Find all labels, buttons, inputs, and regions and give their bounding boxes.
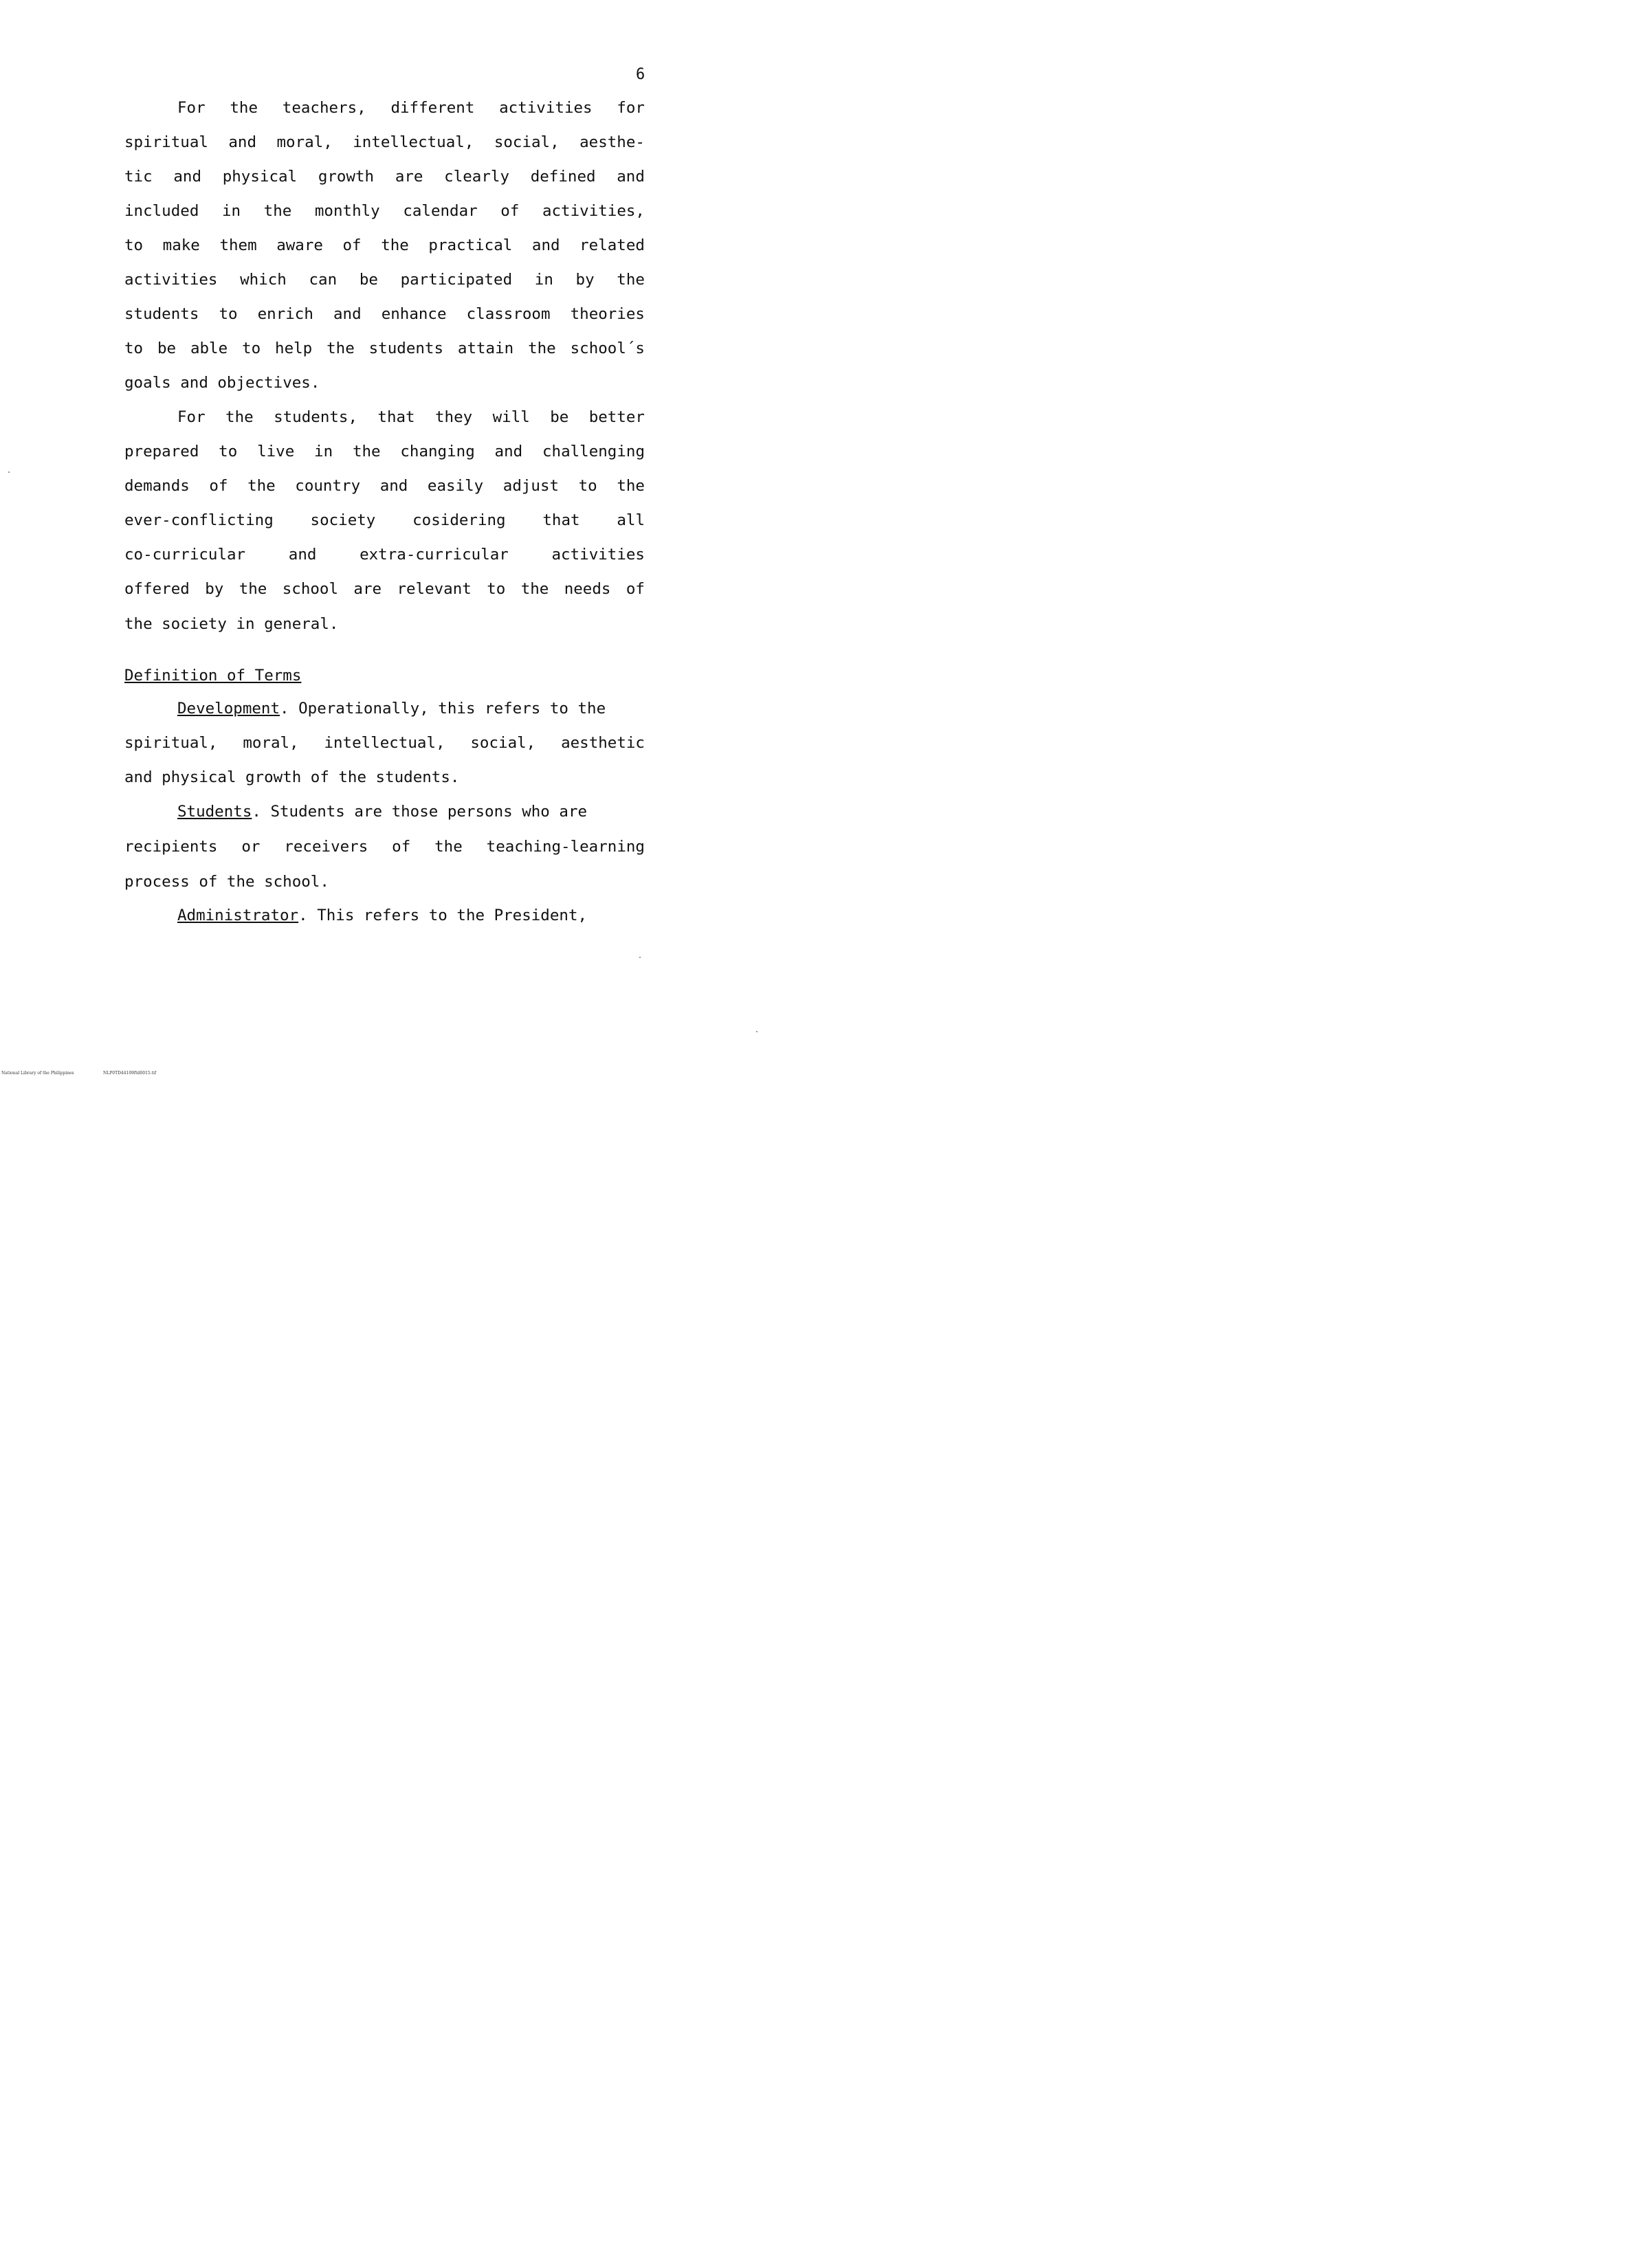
word: calendar: [403, 202, 478, 220]
text-line: [124, 836, 645, 857]
word: which: [240, 271, 287, 289]
word: society: [310, 511, 376, 529]
word: of: [209, 477, 228, 495]
text-line: [124, 441, 645, 462]
word: and: [333, 305, 362, 323]
word: growth: [318, 168, 375, 186]
word: able: [190, 340, 228, 357]
word: or: [241, 838, 261, 856]
word: society: [162, 615, 227, 633]
word: school: [282, 580, 339, 598]
word: teaching-learning: [486, 838, 645, 856]
word: different: [390, 99, 475, 117]
word: students: [124, 305, 199, 323]
word: make: [162, 236, 200, 254]
word: and: [124, 768, 153, 786]
word: are: [395, 168, 423, 186]
text-line: [124, 767, 645, 788]
word: school´s: [570, 340, 645, 357]
word: teachers,: [282, 99, 366, 117]
word: of: [500, 202, 520, 220]
word: the: [338, 768, 367, 786]
word: better: [588, 408, 645, 426]
word: classroom: [466, 305, 551, 323]
word: can: [309, 271, 338, 289]
word: aesthe-: [579, 133, 645, 151]
word: the: [230, 99, 258, 117]
text-line: [124, 733, 645, 753]
word: and: [180, 374, 208, 392]
word: and: [617, 168, 645, 186]
word: live: [257, 443, 295, 460]
word: easily: [427, 477, 484, 495]
word: students.: [375, 768, 460, 786]
word: all: [617, 511, 645, 529]
word: enrich: [257, 305, 313, 323]
word: activities: [499, 99, 593, 117]
text-line: [124, 614, 645, 634]
definition-term: Students: [177, 803, 252, 821]
word: aware: [276, 236, 323, 254]
word: prepared: [124, 443, 199, 460]
word: in: [534, 271, 553, 289]
word: the: [617, 477, 645, 495]
word: that: [542, 511, 580, 529]
text-line: [124, 304, 645, 324]
definition-first-line: [177, 801, 645, 822]
word: to: [219, 305, 238, 323]
text-line: [124, 201, 645, 221]
word: tic: [124, 168, 153, 186]
word: physical: [222, 168, 298, 186]
definition-first-line: [177, 698, 645, 719]
word: For: [177, 408, 206, 426]
word: intellectual,: [353, 133, 474, 151]
word: students,: [274, 408, 358, 426]
word: For: [177, 99, 206, 117]
word: in: [236, 615, 255, 633]
word: participated: [400, 271, 513, 289]
word: changing: [400, 443, 475, 460]
page-number: 6: [636, 66, 645, 83]
word: extra-curricular: [360, 546, 509, 564]
definition-text: . Students are those persons who are: [252, 803, 588, 821]
word: adjust: [502, 477, 560, 495]
word: the: [381, 236, 409, 254]
word: the: [327, 340, 355, 357]
text-line: [177, 98, 645, 118]
scan-speck: [756, 1031, 758, 1032]
word: the: [263, 202, 292, 220]
word: to: [124, 340, 144, 357]
footer-filename: NLP0TD44109ftd0015.tif: [103, 1071, 157, 1076]
word: activities,: [542, 202, 645, 220]
word: included: [124, 202, 199, 220]
word: for: [617, 99, 645, 117]
word: recipients: [124, 838, 218, 856]
word: defined: [530, 168, 596, 186]
word: practical: [428, 236, 513, 254]
word: the: [352, 443, 381, 460]
text-line: [124, 510, 645, 531]
word: and: [494, 443, 523, 460]
word: growth: [245, 768, 302, 786]
word: needs: [564, 580, 611, 598]
word: to: [242, 340, 261, 357]
word: the: [247, 477, 276, 495]
word: monthly: [314, 202, 380, 220]
word: receivers: [284, 838, 368, 856]
word: offered: [124, 580, 190, 598]
word: the: [434, 838, 463, 856]
word: physical: [162, 768, 236, 786]
word: in: [314, 443, 333, 460]
word: and: [173, 168, 201, 186]
word: moral,: [243, 734, 299, 752]
word: ever-conflicting: [124, 511, 274, 529]
text-line: [124, 544, 645, 565]
word: challenging: [542, 443, 645, 460]
word: will: [492, 408, 530, 426]
text-line: [124, 871, 645, 892]
word: general.: [264, 615, 339, 633]
word: spiritual: [124, 133, 208, 151]
word: and: [531, 236, 560, 254]
word: social,: [494, 133, 560, 151]
definition-first-line: [177, 905, 645, 926]
word: enhance: [381, 305, 447, 323]
word: in: [221, 202, 241, 220]
word: activities: [124, 271, 218, 289]
word: by: [205, 580, 224, 598]
text-line: [124, 476, 645, 496]
section-heading: Definition of Terms: [124, 667, 302, 685]
word: them: [219, 236, 257, 254]
word: of: [310, 768, 329, 786]
word: country: [295, 477, 361, 495]
definition-term: Administrator: [177, 907, 299, 924]
word: social,: [470, 734, 536, 752]
text-line: [124, 373, 645, 393]
word: moral,: [276, 133, 333, 151]
text-line: [124, 579, 645, 599]
word: the: [225, 408, 254, 426]
word: and: [228, 133, 257, 151]
word: related: [579, 236, 645, 254]
word: to: [487, 580, 506, 598]
word: help: [275, 340, 313, 357]
scan-speck: [639, 957, 641, 958]
word: are: [353, 580, 382, 598]
word: school.: [264, 873, 329, 891]
word: and: [379, 477, 408, 495]
word: cosidering: [412, 511, 506, 529]
word: the: [239, 580, 267, 598]
word: intellectual,: [324, 734, 445, 752]
text-line: [124, 338, 645, 359]
word: theories: [570, 305, 645, 323]
word: students: [368, 340, 444, 357]
word: of: [342, 236, 362, 254]
word: objectives.: [217, 374, 320, 392]
scan-speck: [8, 471, 10, 473]
word: of: [626, 580, 645, 598]
word: to: [219, 443, 238, 460]
word: process: [124, 873, 190, 891]
text-line: [177, 407, 645, 427]
definition-text: . This refers to the President,: [298, 907, 588, 924]
word: spiritual,: [124, 734, 218, 752]
word: the: [520, 580, 549, 598]
word: goals: [124, 374, 171, 392]
word: to: [578, 477, 597, 495]
text-line: [124, 132, 645, 153]
word: of: [199, 873, 218, 891]
word: attain: [457, 340, 514, 357]
word: aesthetic: [561, 734, 645, 752]
word: be: [550, 408, 569, 426]
text-line: [124, 235, 645, 256]
word: of: [392, 838, 411, 856]
word: clearly: [444, 168, 509, 186]
word: to: [124, 236, 144, 254]
word: the: [617, 271, 645, 289]
text-line: [124, 269, 645, 290]
word: demands: [124, 477, 190, 495]
word: co-curricular: [124, 546, 246, 564]
text-line: [124, 166, 645, 187]
word: activities: [551, 546, 645, 564]
word: and: [288, 546, 317, 564]
word: the: [226, 873, 255, 891]
word: be: [359, 271, 378, 289]
word: that: [377, 408, 415, 426]
word: they: [435, 408, 473, 426]
footer-library: National Library of the Philippines: [1, 1071, 74, 1076]
word: by: [575, 271, 595, 289]
word: relevant: [397, 580, 472, 598]
word: the: [124, 615, 153, 633]
word: be: [157, 340, 177, 357]
definition-text: . Operationally, this refers to the: [280, 700, 606, 718]
word: the: [528, 340, 556, 357]
definition-term: Development: [177, 700, 280, 718]
